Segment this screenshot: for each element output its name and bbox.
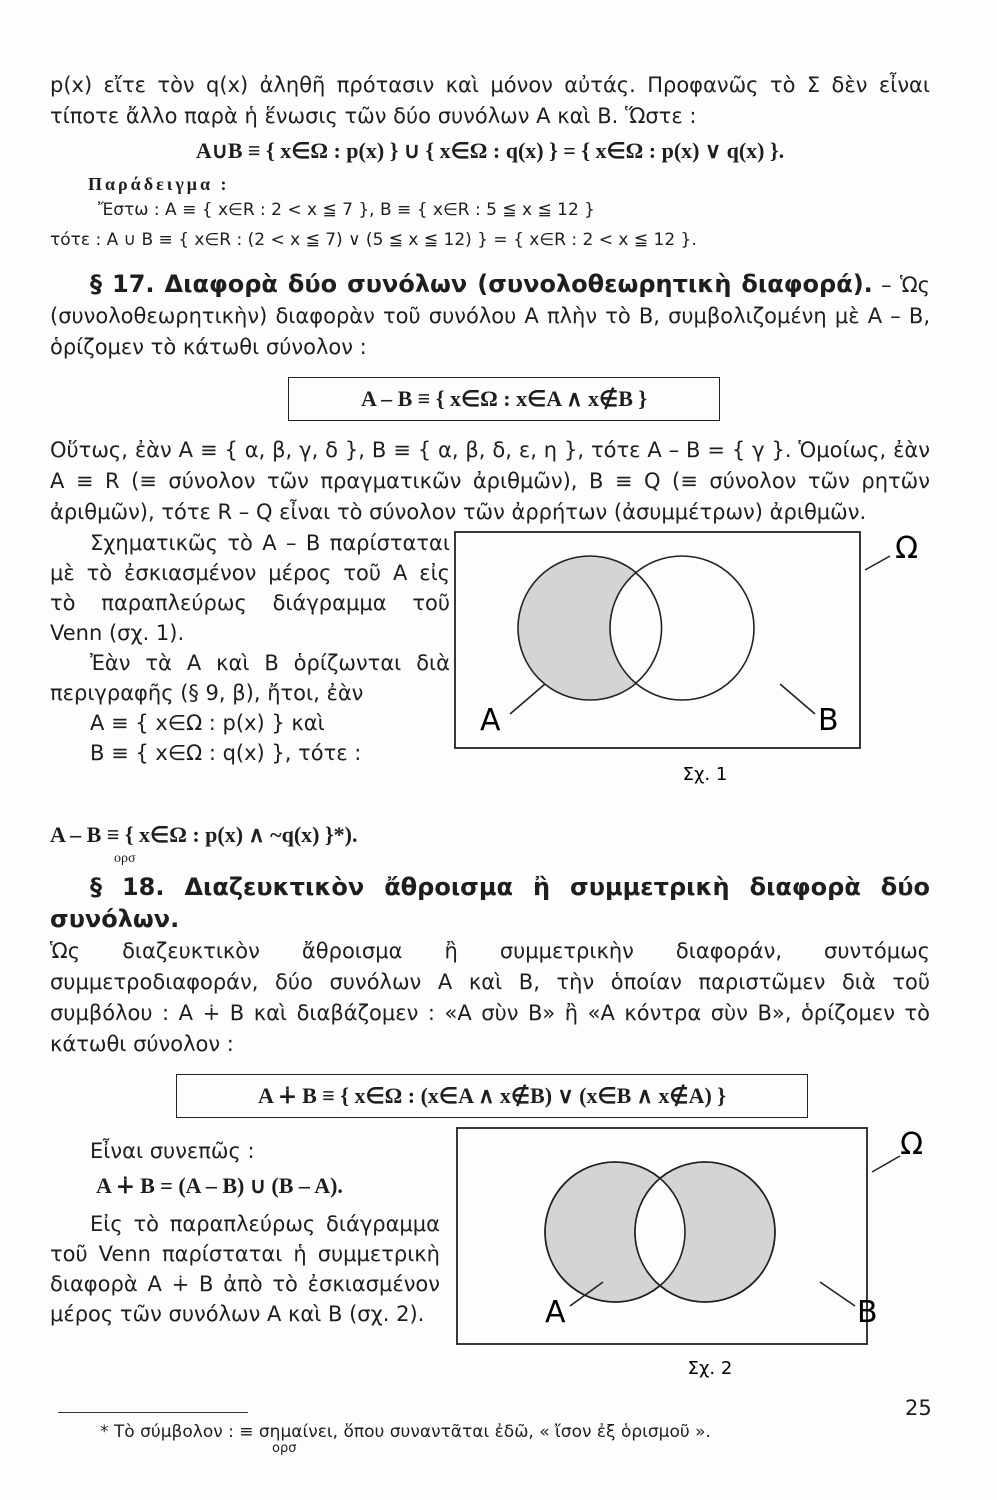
set-b-circle-1 [610, 556, 754, 700]
page-body [50, 70, 930, 1455]
set-a-label-2: A [545, 1295, 566, 1330]
example-label: Παράδειγμα : [88, 174, 230, 194]
example-line-1: Ἔστω : A ≡ { x∈R : 2 < x ≦ 7 }, B ≡ { x∈R : 5 ≦ x ≦ 12 } [98, 200, 595, 220]
formula-union: A∪B ≡ { x∈Ω : p(x) } ∪ { x∈Ω : q(x) } = { x∈Ω : p(x) ∨ q(x) }. [195, 138, 785, 163]
paragraph-intro: p(x) εἴτε τὸν q(x) ἀληθῆ πρότασιν καὶ μόνον αὐτάς. Προφανῶς τὸ Σ δὲν εἶναι τίποτε ἄλλο παρὰ ἡ ἕνωσις τῶν δύο συνόλων Α καὶ Β. Ὥστε : [50, 73, 930, 128]
section-17-title: § 17. Διαφορὰ δύο συνόλων (συνολοθεωρητικὴ διαφορά). [90, 270, 873, 298]
section-18-title: § 18. Διαζευκτικὸν ἄθροισμα ἢ συμμετρικὴ διαφορὰ δύο συνόλων. [50, 873, 930, 933]
paragraph-18-venn: Εἰς τὸ παραπλεύρως διάγραμμα τοῦ Venn παρίσταται ἡ συμμετρικὴ διαφορὰ Α ∔ Β ἀπὸ τὸ ἐσκιασμένον μέρος τῶν συνόλων Α καὶ Β (σχ. 2). [50, 1212, 440, 1326]
example-line-2: τότε : A ∪ B ≡ { x∈R : (2 < x ≦ 7) ∨ (5 ≦ x ≦ 12) } = { x∈R : 2 < x ≦ 12 }. [50, 230, 697, 250]
paragraph-17-venn: Σχηματικῶς τὸ Α – Β παρίσταται μὲ τὸ ἐσκιασμένον μέρος τοῦ Α εἰς τὸ παραπλεύρως διάγραμμα τοῦ Venn (σχ. 1). [50, 531, 450, 645]
omega-label-1: Ω [895, 531, 918, 566]
definition-b: Β ≡ { x∈Ω : q(x) }, τότε : [90, 741, 362, 765]
section-17-intro: – Ὡς (συνολοθεωρητικὴν) διαφορὰν τοῦ συνόλου Α πλὴν τὸ Β, συμβολιζομένη μὲ Α – Β, ὁρίζομεν τὸ κάτωθι σύνολον : [50, 273, 930, 359]
page-number: 25 [905, 1396, 932, 1420]
figure-2-caption: Σχ. 2 [687, 1358, 733, 1379]
formula-symmetric-identity: A ∔ B = (A – B) ∪ (B – A). [96, 1173, 343, 1198]
paragraph-17-description: Ἐὰν τὰ Α καὶ Β ὁρίζωνται διὰ περιγραφῆς (§ 9, β), ἤτοι, ἐὰν [50, 651, 450, 705]
set-b-label-2: B [857, 1295, 878, 1330]
footnote-rule [58, 1412, 248, 1413]
venn-diagram-2 [455, 1122, 930, 1412]
arrow-b-1 [780, 684, 815, 714]
figure-1-caption: Σχ. 1 [682, 764, 728, 785]
omega-label-2: Ω [900, 1127, 923, 1162]
arrow-a-1 [510, 684, 545, 714]
footnote-subscript: ορσ [272, 1441, 297, 1456]
definition-a: Α ≡ { x∈Ω : p(x) } καὶ [90, 711, 325, 735]
formula-difference-logic: A – B ≡ { x∈Ω : p(x) ∧ ~q(x) }*). ορσ [50, 822, 358, 866]
paragraph-18-definition: Ὡς διαζευκτικὸν ἄθροισμα ἢ συμμετρικὴν διαφοράν, συντόμως συμμετροδιαφοράν, δύο συνόλων Α καὶ Β, τὴν ὁποίαν παριστῶμεν διὰ τοῦ συμβόλου : Α ∔ Β καὶ διαβάζομεν : «Α σὺν Β» ἢ «Α κόντρα σὺν Β», ὁρίζομεν τὸ κάτωθι σύνολον : [50, 939, 930, 1056]
venn-diagram-1 [450, 518, 930, 808]
formula-box-difference: A – B ≡ { x∈Ω : x∈A ∧ x∉B } [288, 377, 720, 421]
paragraph-17-examples: Οὕτως, ἐὰν Α ≡ { α, β, γ, δ }, Β ≡ { α, β, δ, ε, η }, τότε Α – Β = { γ }. Ὁμοίως, ἐὰν Α ≡ R (≡ σύνολον τῶν πραγματικῶν ἀριθμῶν), Β ≡ Q (≡ σύνολον τῶν ρητῶν ἀριθμῶν), τότε R – Q εἶναι τὸ σύνολον τῶν ἀρρήτων (ἀσυμμέτρων) ἀριθμῶν. [50, 438, 930, 524]
set-a-label-1: A [480, 703, 501, 738]
paragraph-18-consequence: Εἶναι συνεπῶς : [90, 1139, 255, 1163]
set-b-label-1: B [818, 703, 839, 738]
formula-box-symmetric-difference: A ∔ B ≡ { x∈Ω : (x∈A ∧ x∉B) ∨ (x∈B ∧ x∉A) } [176, 1074, 808, 1118]
footnote: * Τὸ σύμβολον : ≡ σημαίνει, ὅπου συναντᾶται ἐδῶ, « ἴσον ἐξ ὁρισμοῦ ». [100, 1422, 711, 1442]
arrow-b-2 [820, 1282, 855, 1306]
